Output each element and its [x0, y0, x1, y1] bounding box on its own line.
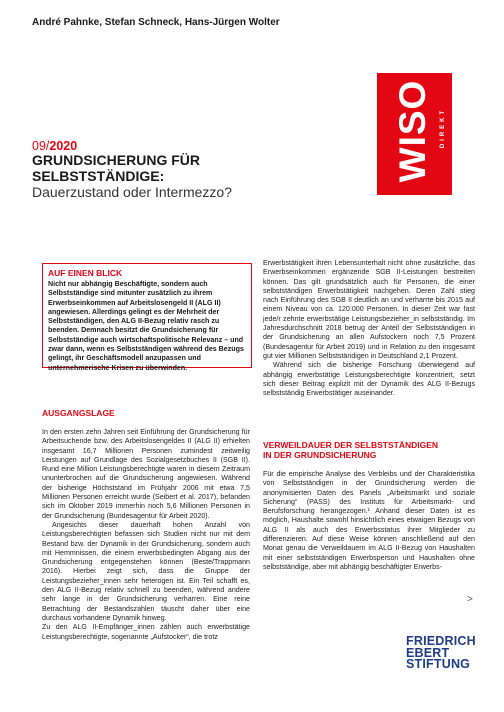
section-heading-verweildauer: VERWEILDAUER DER SELBSTSTÄNDIGEN IN DER GRUNDSICHERUNG — [263, 440, 439, 460]
paragraph: Zu den ALG II-Empfänger_innen zählen auch erwerbstätige Leistungsberechtigte, sogenannte „Aufstocker“, die trotz — [42, 623, 250, 641]
issue-number: 09/2020 — [32, 139, 78, 153]
left-column — [42, 428, 250, 642]
section-heading-ausgangslage: AUSGANGSLAGE — [42, 408, 115, 418]
authors: André Pahnke, Stefan Schneck, Hans-Jürgen Wolter — [32, 17, 280, 28]
paragraph: Erwerbstätigkeit ihren Lebensunterhalt nicht ohne zusätzliche, das Erwerbseinkommen ergänzende SGB II-Leistungen bestreiten können. Das gilt grundsätzlich auch für Personen, die einer selbstständigen Erwerbstätigkeit nachgehen. Deren Zahl stieg nach Einführung des SGB II deutlich an und verharrte bis 2015 auf einem Niveau von ca. 120.000 Personen. In dieser Zeit war fast jede/r zehnte erwerbstätige Leistungsbezieher_in selbstständig. Im Jahresdurchschnitt 2018 betrug der Anteil der Selbstständigen in der Grundsicherung an allen Aufstockern noch 7,5 Prozent (Bundesagentur für Arbeit 2019) und in Relation zu den insgesamt gut vier Millionen Selbstständigen in Deutschland 2,1 Prozent. — [263, 259, 475, 360]
wiso-logo-sub: DIREKT — [440, 107, 446, 149]
paragraph: Für die empirische Analyse des Verbleibs und der Charakteristika von Selbstständigen in der Grundsicherung werden die anonymisierten Daten des Panels „Arbeitsmarkt und soziale Sicherung“ (PASS) des Instituts für Arbeitsmarkt- und Berufsforschung herangezogen.¹ Anhand dieser Daten ist es möglich, Haushalte sowohl hinsichtlich eines etwaigen Bezugs von ALG II als auch des Erwerbsstatus ihrer Mitglieder zu differenzieren. Auf diese Weise können anschließend auf den Monat genau die Verweildauern im ALG II-Bezug von Haushalten mit einer selbstständigen Erwerbsperson und Haushalten ohne selbstständige, aber mit abhängig beschäftigter Erwerbs- — [263, 470, 475, 571]
summary-text: Nicht nur abhängig Beschäftigte, sondern auch Selbstständige sind mitunter zusätzlich zu ihrem Erwerbseinkommen auf Arbeitslosengeld II (ALG II) angewiesen. Allerdings gelingt es der Mehrheit der Selbstständigen, den ALG II-Bezug relativ rasch zu beenden. Demnach besitzt die Grundsicherung für Selbstständige auch wirtschaftspolitische Relevanz – und zwar dann, wenn es Selbstständigen während des Bezugs gelingt, ihr Geschäftsmodell anzupassen und unternehmerische Krisen zu überwinden. — [48, 280, 244, 372]
right-column-bottom — [263, 470, 475, 572]
paragraph: In den ersten zehn Jahren seit Einführung der Grundsicherung für Arbeitsuchende bzw. des Arbeitslosengeldes II (ALG II) erhielten insgesamt 16,7 Millionen Personen zumindest zeitweilig Leistungen auf Grundlage des Sozialgesetzbuches II (SGB II). Rund eine Million Leistungsberechtigte waren in diesem Zeitraum ununterbrochen auf die Grundsicherung angewiesen. Während der bisherige Höchststand im Frühjahr 2006 mit etwa 7,5 Millionen Personen erreicht wurde (Seibert et al. 2017), befanden sich im Oktober 2019 immerhin noch 5,6 Millionen Personen in der Grundsicherung (Bundesagentur für Arbeit 2020). — [42, 428, 250, 520]
paragraph: Während sich die bisherige Forschung überwiegend auf abhängig erwerbstätige Leistungsberechtigte konzentriert, setzt sich dieser Beitrag explizit mit der Dynamik des ALG II-Bezugs selbstständig Erwerbstätiger auseinander. — [263, 361, 475, 398]
paragraph: Angesichts dieser dauerhaft hohen Anzahl von Leistungsberechtigten befassen sich Studien nicht nur mit dem Bestand bzw. der Dynamik in der Grundsicherung, sondern auch mit Hemmnissen, die einem erwerbsbedingten Abgang aus der Grundsicherung entgegenstehen können (Beste/Trappmann 2016). Hierbei zeigt sich, dass die Gruppe der Leistungsbezieher_innen sehr heterogen ist. Ein Teil schafft es, den ALG II-Bezug relativ schnell zu beenden, während andere sehr lange in der Grundsicherung verharren. Eine reine Betrachtung der Bestandszahlen täuscht daher über eine durchaus vorhandene Dynamik hinweg. — [42, 520, 250, 622]
page-subtitle: Dauerzustand oder Intermezzo? — [32, 184, 232, 200]
right-column-top — [263, 259, 475, 398]
summary-heading: AUF EINEN BLICK — [48, 268, 123, 278]
page-title: GRUNDSICHERUNG FÜR SELBSTSTÄNDIGE: — [32, 152, 200, 184]
wiso-direkt-logo — [377, 73, 452, 195]
next-page-arrow[interactable]: > — [467, 594, 473, 605]
fes-logo: FRIEDRICH EBERT STIFTUNG — [406, 634, 476, 671]
wiso-logo-word: WISO — [392, 79, 433, 183]
